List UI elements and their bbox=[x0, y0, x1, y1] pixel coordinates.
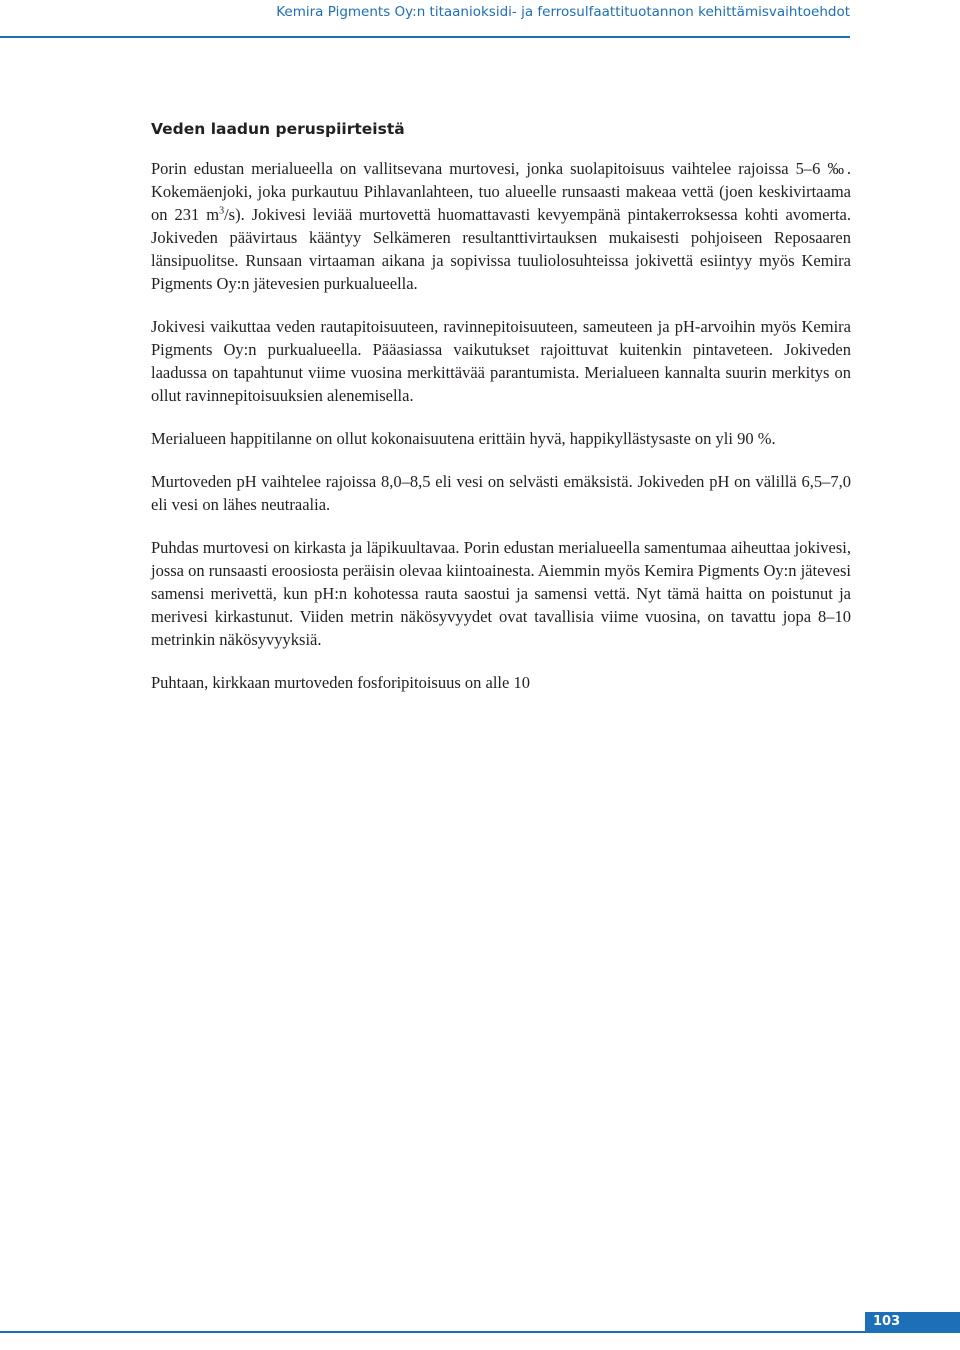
page-body bbox=[151, 110, 851, 714]
paragraph-salinity-text-b: /s). Jokivesi leviää murtovettä huomattavasti kevyempänä pintakerroksessa kohti avomerta. Jokiveden päävirtaus kääntyy Selkämeren resultanttivirtauksen mukaisesti pohjoiseen Reposaaren länsipuolitse. Runsaan virtaaman aikana ja sopivissa tuuliolosuhteissa jokivettä esiintyy myös Kemira Pigments Oy:n jätevesien purkualueella. bbox=[151, 205, 851, 293]
paragraph-ph: Murtoveden pH vaihtelee rajoissa 8,0–8,5 eli vesi on selvästi emäksistä. Jokiveden pH on välillä 6,5–7,0 eli vesi on lähes neutraalia. bbox=[151, 472, 851, 514]
paragraph-salinity bbox=[151, 157, 851, 295]
paragraph-salinity-text-a: Porin edustan merialueella on vallitsevana murtovesi, jonka suolapitoisuus vaihtelee rajoissa 5–6 ‰. Kokemäenjoki, joka purkautuu Pihlavanlahteen, tuo alueelle runsaasti makeaa vettä (joen keskivirtaama on 231 m bbox=[151, 159, 851, 224]
page-number-badge bbox=[865, 1312, 960, 1331]
footer-divider bbox=[0, 1331, 960, 1333]
paragraph-oxygen: Merialueen happitilanne on ollut kokonaisuutena erittäin hyvä, happikyllästysaste on yli 90 %. bbox=[151, 429, 776, 448]
section-heading: Veden laadun peruspiirteistä bbox=[151, 120, 405, 138]
cubic-superscript: 3 bbox=[219, 205, 225, 217]
paragraph-clarity: Puhdas murtovesi on kirkasta ja läpikuultavaa. Porin edustan merialueella samentumaa aiheuttaa jokivesi, jossa on runsaasti eroosiosta peräisin olevaa kiintoainesta. Aiemmin myös Kemira Pigments Oy:n jätevesi samensi merivettä, kun pH:n kohotessa rauta saostui ja samensi vettä. Nyt tämä haitta on poistunut ja merivesi kirkastunut. Viiden metrin näkösyvyydet ovat tavallisia viime vuosina, on tavattu jopa 8–10 metrinkin näkösyvyyksiä. bbox=[151, 538, 851, 649]
paragraph-river-effects: Jokivesi vaikuttaa veden rautapitoisuuteen, ravinnepitoisuuteen, sameuteen ja pH-arvoihin myös Kemira Pigments Oy:n purkualueella. Pääasiassa vaikutukset rajoittuvat kuitenkin pintaveteen. Jokiveden laadussa on tapahtunut viime vuosina merkittävää parantumista. Merialueen kannalta suurin merkitys on ollut ravinnepitoisuuksien alenemisella. bbox=[151, 317, 851, 405]
paragraph-phosphorus: Puhtaan, kirkkaan murtoveden fosforipitoisuus on alle 10 bbox=[151, 673, 530, 692]
page-number: 103 bbox=[873, 1314, 901, 1329]
running-header: Kemira Pigments Oy:n titaanioksidi- ja ferrosulfaattituotannon kehittämisvaihtoehdot bbox=[276, 4, 850, 20]
header-divider bbox=[0, 36, 850, 38]
